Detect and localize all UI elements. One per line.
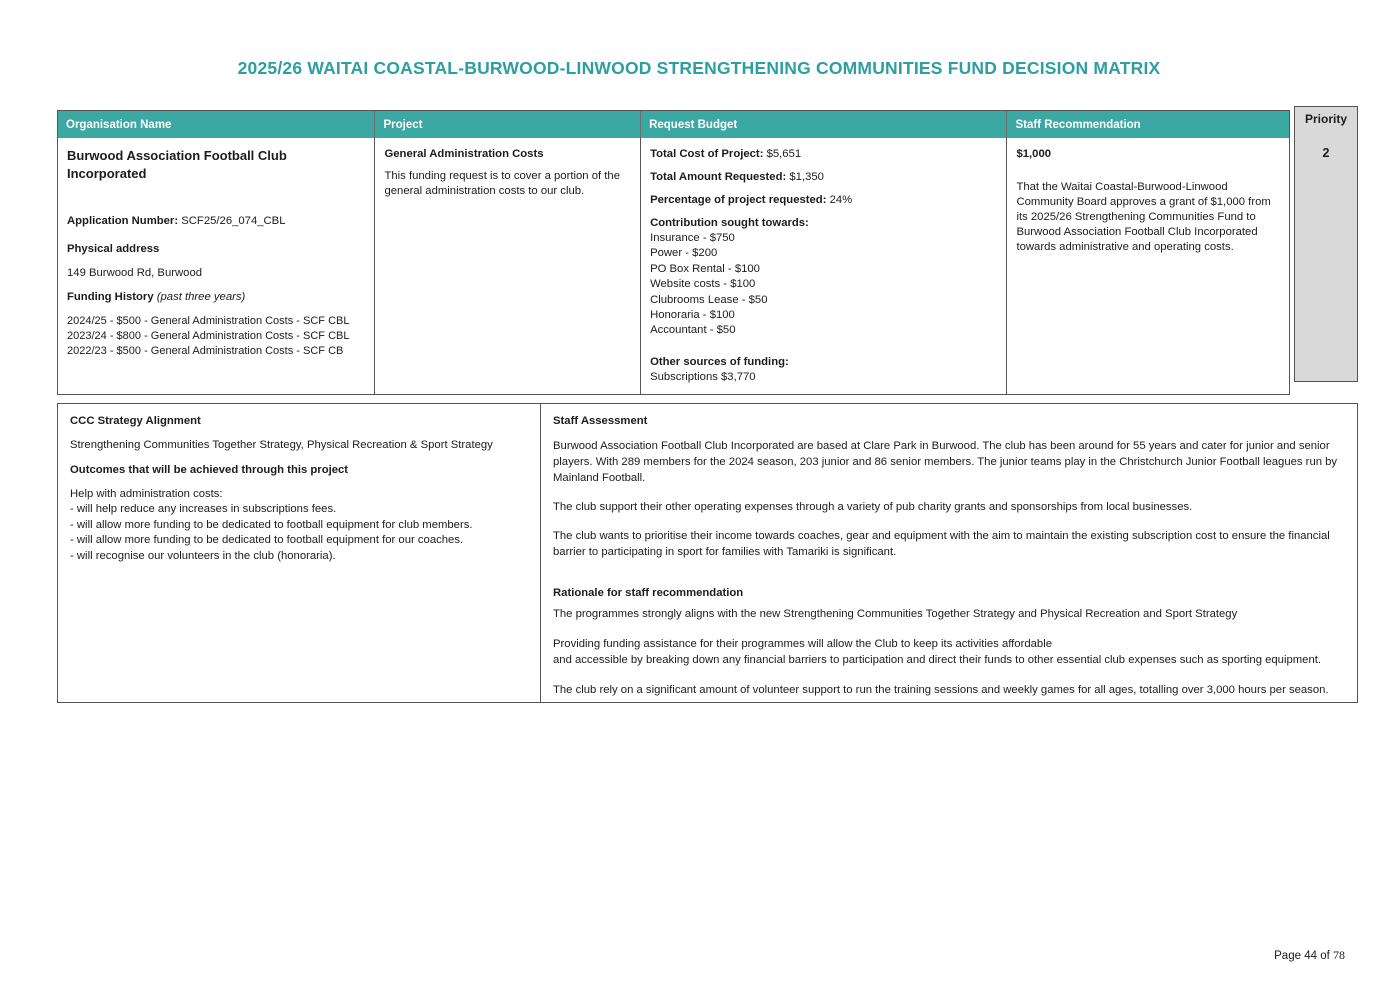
contribution-item: Clubrooms Lease - $50 [650, 293, 768, 306]
contribution-item: Website costs - $100 [650, 278, 756, 291]
contribution-item: Power - $200 [650, 247, 718, 260]
total-cost-value: $5,651 [766, 148, 802, 160]
page-label: Page [1274, 950, 1301, 962]
total-requested-value: $1,350 [789, 170, 824, 183]
funding-history-label: Funding History [67, 290, 154, 303]
outcome-item: - will allow more funding to be dedicated to football equipment for club members. [70, 518, 473, 531]
page-total: 78 [1333, 948, 1345, 962]
of-label: of [1320, 950, 1330, 962]
staff-assessment-heading: Staff Assessment [553, 415, 648, 427]
priority-column [1294, 106, 1358, 382]
organisation-name: Burwood Association Football Club Incorporated [67, 148, 287, 181]
funding-history-item: 2023/24 - $800 - General Administration Costs - SCF CBL [67, 329, 350, 342]
cell-request-budget [641, 138, 1007, 394]
table-row [58, 138, 1289, 394]
recommended-amount: $1,000 [1016, 148, 1052, 160]
staff-assessment-paragraph: The club support their other operating expenses through a variety of pub charity grants and sponsorships from local businesses. [553, 501, 1193, 513]
rationale-paragraph: The programmes strongly aligns with the new Strengthening Communities Together Strategy and Physical Recreation and Sport Strategy [553, 608, 1238, 620]
staff-assessment-paragraph: Burwood Association Football Club Incorporated are based at Clare Park in Burwood. The club has been around for 55 years and cater for junior and senior players. With 289 members for the 2024 season, 203 junior and 86 senior members. The junior teams play in the Christchurch Junior Football leagues run by Mainland Football. [553, 439, 1338, 484]
percentage-value: 24% [829, 193, 853, 206]
strategy-alignment-text: Strengthening Communities Together Strategy, Physical Recreation & Sport Strategy [70, 438, 493, 451]
contribution-item: Insurance - $750 [650, 232, 735, 245]
total-requested-label: Total Amount Requested: [650, 170, 787, 183]
total-requested-line [650, 170, 997, 185]
application-number-line [67, 214, 365, 229]
total-cost-label: Total Cost of Project: [650, 148, 764, 160]
project-description: This funding request is to cover a portion of the general administration costs to our club. [384, 169, 620, 197]
percentage-line [650, 193, 997, 208]
recommendation-text: That the Waitai Coastal-Burwood-Linwood Community Board approves a grant of $1,000 from its 2025/26 Strengthening Communities Fund to Burwood Association Football Club Incorporated towards administrative and operating costs. [1016, 180, 1271, 253]
contribution-item: Honoraria - $100 [650, 308, 735, 321]
priority-value: 2 [1322, 146, 1330, 160]
header-organisation-name: Organisation Name [58, 111, 375, 138]
matrix-header-row [58, 111, 1289, 138]
contribution-label: Contribution sought towards: [650, 216, 809, 229]
application-number-label: Application Number: [67, 215, 179, 228]
physical-address-label: Physical address [67, 243, 160, 255]
funding-history-item: 2022/23 - $500 - General Administration Costs - SCF CB [67, 345, 344, 358]
percentage-label: Percentage of project requested: [650, 193, 827, 206]
contribution-item: Accountant - $50 [650, 324, 736, 337]
decision-matrix-table [57, 110, 1290, 395]
other-sources-value: Subscriptions $3,770 [650, 370, 756, 383]
project-title: General Administration Costs [384, 148, 544, 160]
funding-history-item: 2024/25 - $500 - General Administration Costs - SCF CBL [67, 314, 350, 327]
cell-staff-recommendation [1007, 138, 1289, 394]
contribution-item: PO Box Rental - $100 [650, 262, 760, 275]
cell-organisation [58, 138, 375, 394]
outcome-item: - will recognise our volunteers in the club (honoraria). [70, 550, 336, 563]
funding-history-label-line [67, 290, 365, 305]
rationale-paragraph-line: Providing funding assistance for their programmes will allow the Club to keep its activities affordable [553, 638, 1052, 651]
header-project: Project [375, 111, 641, 138]
other-sources-label: Other sources of funding: [650, 355, 789, 368]
funding-history-note: (past three years) [156, 290, 246, 303]
header-request-budget: Request Budget [641, 111, 1007, 138]
application-number-value: SCF25/26_074_CBL [181, 215, 286, 228]
cell-staff-assessment [541, 404, 1357, 702]
page-current: 44 [1304, 950, 1317, 962]
outcomes-intro: Help with administration costs: [70, 487, 223, 500]
outcome-item: - will help reduce any increases in subscriptions fees. [70, 503, 337, 516]
page-number [1274, 948, 1345, 963]
staff-assessment-paragraph: The club wants to prioritise their income towards coaches, gear and equipment with the aim to maintain the existing subscription cost to ensure the financial barrier to participating in sport for families with Tamariki is significant. [553, 530, 1330, 559]
outcome-item: - will allow more funding to be dedicated to football equipment for our coaches. [70, 534, 464, 547]
rationale-paragraph-line: and accessible by breaking down any financial barriers to participation and direct their funds to other essential club expenses such as sporting equipment. [553, 654, 1322, 667]
header-staff-recommendation: Staff Recommendation [1015, 119, 1141, 131]
assessment-table [57, 403, 1358, 703]
total-cost-line [650, 147, 997, 162]
rationale-heading: Rationale for staff recommendation [553, 587, 744, 600]
priority-header: Priority [1304, 112, 1347, 126]
outcomes-heading: Outcomes that will be achieved through this project [70, 463, 349, 476]
cell-project [375, 138, 641, 394]
physical-address-value: 149 Burwood Rd, Burwood [67, 266, 203, 279]
cell-ccc-strategy-alignment [58, 404, 541, 702]
page-title: 2025/26 WAITAI COASTAL-BURWOOD-LINWOOD STRENGTHENING COMMUNITIES FUND DECISION MATRIX [237, 58, 1161, 78]
rationale-paragraph: The club rely on a significant amount of volunteer support to run the training sessions and weekly games for all ages, totalling over 3,000 hours per season. [553, 684, 1329, 697]
strategy-heading: CCC Strategy Alignment [70, 415, 201, 427]
